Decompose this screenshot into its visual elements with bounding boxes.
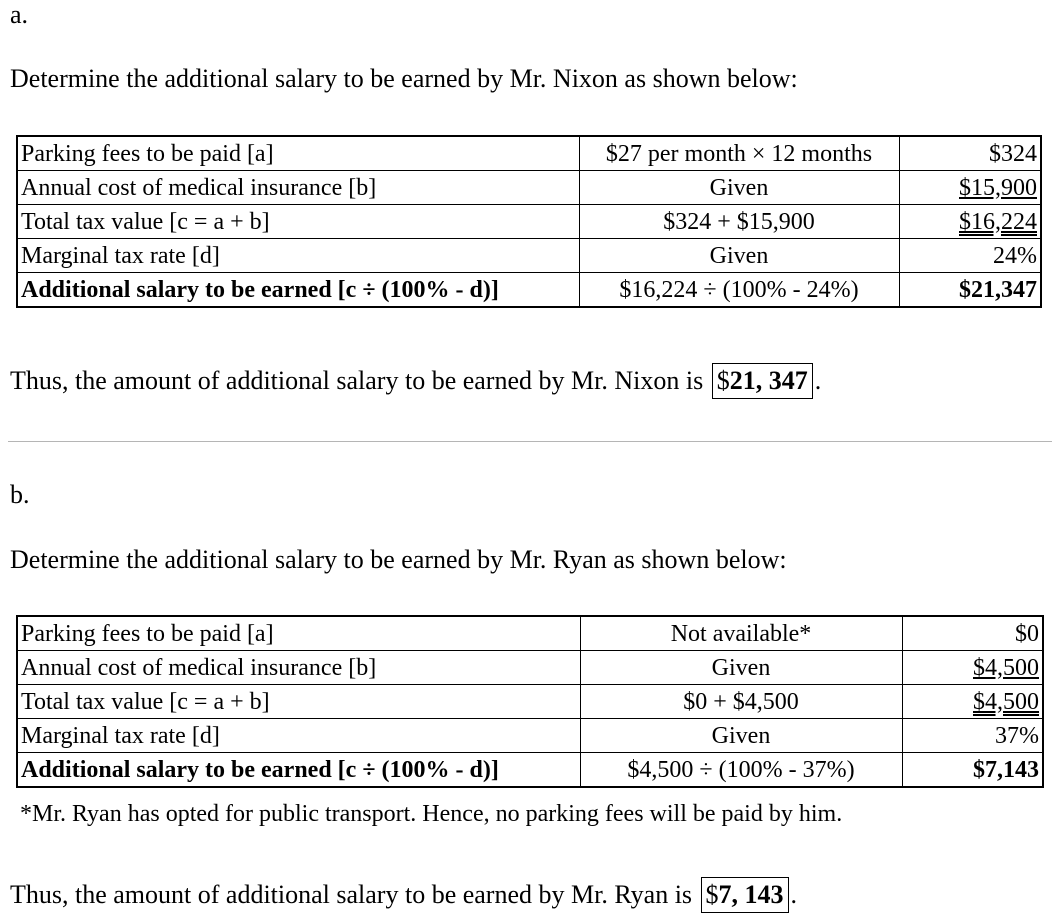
row-calculation: $324 + $15,900	[579, 205, 899, 239]
table-row	[17, 719, 1043, 753]
row-calculation: Given	[579, 239, 899, 273]
result-currency: $	[705, 880, 719, 909]
row-value: 37%	[902, 719, 1043, 753]
row-value: $4,500	[973, 688, 1039, 715]
result-text: Thus, the amount of additional salary to be earned by Mr. Ryan is	[10, 880, 693, 909]
row-description: Parking fees to be paid [a]	[17, 136, 579, 171]
part-a-intro: Determine the additional salary to be earned by Mr. Nixon as shown below:	[10, 64, 798, 93]
row-description: Marginal tax rate [d]	[17, 239, 579, 273]
table-row	[17, 136, 1041, 171]
result-period: .	[814, 366, 822, 395]
row-description: Total tax value [c = a + b]	[17, 205, 579, 239]
row-value: $15,900	[959, 174, 1037, 201]
table-row-total	[17, 753, 1043, 788]
part-b-label: b.	[10, 480, 30, 509]
result-value: 7, 143	[718, 880, 784, 909]
part-a-table	[16, 135, 1042, 308]
part-b-result	[10, 877, 797, 913]
table-row	[17, 685, 1043, 719]
row-description: Total tax value [c = a + b]	[17, 685, 580, 719]
row-calculation: Given	[580, 719, 902, 753]
row-calculation: Given	[579, 171, 899, 205]
row-value: $21,347	[899, 273, 1041, 308]
part-b-intro: Determine the additional salary to be earned by Mr. Ryan as shown below:	[10, 545, 787, 574]
table-row	[17, 651, 1043, 685]
row-description: Marginal tax rate [d]	[17, 719, 580, 753]
row-calculation: $4,500 ÷ (100% - 37%)	[580, 753, 902, 788]
table-row	[17, 616, 1043, 651]
result-value: 21, 347	[729, 366, 808, 395]
row-value: $16,224	[959, 208, 1037, 235]
table-row	[17, 205, 1041, 239]
result-period: .	[790, 880, 798, 909]
section-divider	[8, 441, 1052, 442]
row-description: Additional salary to be earned [c ÷ (100% - d)]	[17, 273, 579, 308]
table-row	[17, 239, 1041, 273]
row-value: 24%	[899, 239, 1041, 273]
row-value: $4,500	[973, 654, 1039, 681]
row-calculation: Not available*	[580, 616, 902, 651]
row-description: Annual cost of medical insurance [b]	[17, 651, 580, 685]
row-description: Annual cost of medical insurance [b]	[17, 171, 579, 205]
row-value: $324	[899, 136, 1041, 171]
result-answer-box	[712, 363, 813, 399]
row-value: $7,143	[902, 753, 1043, 788]
row-description: Parking fees to be paid [a]	[17, 616, 580, 651]
row-calculation: $27 per month × 12 months	[579, 136, 899, 171]
part-a-label: a.	[10, 0, 29, 29]
result-currency: $	[716, 366, 730, 395]
row-calculation: $0 + $4,500	[580, 685, 902, 719]
result-answer-box	[701, 877, 789, 913]
part-a-result	[10, 363, 821, 399]
part-b-footnote: *Mr. Ryan has opted for public transport. Hence, no parking fees will be paid by him.	[20, 801, 843, 827]
table-row-total	[17, 273, 1041, 308]
row-value: $0	[902, 616, 1043, 651]
part-b-table	[16, 615, 1044, 788]
result-text: Thus, the amount of additional salary to be earned by Mr. Nixon is	[10, 366, 704, 395]
row-description: Additional salary to be earned [c ÷ (100% - d)]	[17, 753, 580, 788]
row-calculation: $16,224 ÷ (100% - 24%)	[579, 273, 899, 308]
row-calculation: Given	[580, 651, 902, 685]
table-row	[17, 171, 1041, 205]
